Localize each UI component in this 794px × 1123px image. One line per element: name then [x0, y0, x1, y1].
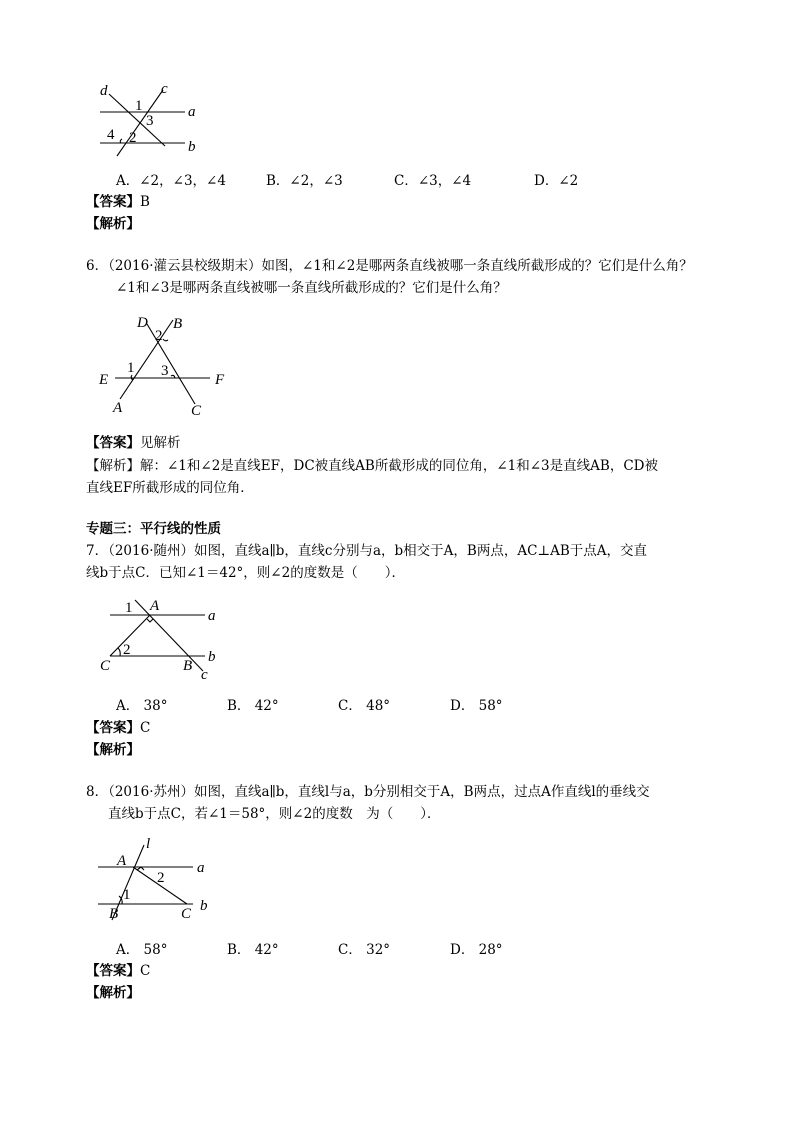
- q6-figure: [95, 312, 245, 422]
- q7-line-c: [135, 600, 203, 671]
- q5-label-c: c: [161, 81, 168, 97]
- q5-label-b: b: [188, 139, 196, 155]
- q7-option-d: D． 58°: [450, 698, 503, 714]
- q6-answer-label: 【答案】: [86, 435, 140, 451]
- q8-option-a: A． 58°: [116, 942, 168, 958]
- q7-angle-mark-2: [118, 648, 120, 656]
- q5-angle-mark: [120, 139, 122, 143]
- q8-option-c: C． 32°: [338, 942, 391, 958]
- q8-question-line2: 直线b于点C，若∠1＝58°，则∠2的度数 为（ ）．: [108, 806, 441, 822]
- q5-answer-label: 【答案】: [86, 194, 140, 210]
- q7-label-A: A: [150, 598, 160, 614]
- q5-label-4: 4: [107, 127, 115, 143]
- q6-label-F: F: [215, 372, 225, 388]
- q6-question-line1: 6．（2016·灌云县校级期末）如图，∠1和∠2是哪两条直线被哪一条直线所截形成的？它们是什么角？: [86, 258, 693, 274]
- q7-label-b: b: [208, 649, 216, 665]
- q6-analysis-line2: 直线EF所截形成的同位角．: [86, 480, 254, 496]
- q5-option-c: C．∠3，∠4: [394, 173, 472, 189]
- q8-label-b: b: [200, 898, 208, 914]
- q7-answer-label: 【答案】: [86, 720, 140, 736]
- q8-answer: [86, 962, 150, 980]
- q7-answer-value: C: [140, 720, 151, 736]
- q5-label-2: 2: [129, 130, 137, 146]
- q6-label-1: 1: [127, 360, 135, 376]
- q5-option-a: A．∠2，∠3，∠4: [116, 173, 226, 189]
- q6-analysis-line1: 【解析】解：∠1和∠2是直线EF，DC被直线AB所截形成的同位角，∠1和∠3是直线AB，CD被: [86, 458, 658, 474]
- q8-option-b: B． 42°: [227, 942, 279, 958]
- q8-answer-value: C: [140, 963, 151, 979]
- q8-label-1: 1: [123, 887, 131, 903]
- q5-label-d: d: [100, 83, 108, 99]
- q7-option-b: B． 42°: [227, 698, 279, 714]
- q6-angle-mark-2: [163, 339, 168, 341]
- q8-label-a: a: [197, 860, 205, 876]
- q7-option-c: C． 48°: [338, 698, 391, 714]
- q6-label-B: B: [173, 316, 183, 332]
- q5-analysis: 【解析】: [86, 216, 140, 232]
- q6-label-C: C: [191, 403, 202, 419]
- q7-answer: [86, 719, 150, 737]
- q5-option-b: B．∠2，∠3: [266, 173, 343, 189]
- q7-label-1: 1: [125, 600, 133, 616]
- q5-figure: [95, 80, 215, 160]
- q5-option-d: D．∠2: [534, 173, 579, 189]
- q6-question-line2: ∠1和∠3是哪两条直线被哪一条直线所截形成的？它们是什么角？: [116, 280, 507, 296]
- q7-label-2: 2: [123, 642, 131, 658]
- section3-title: 专题三：平行线的性质: [86, 521, 221, 537]
- q8-label-B: B: [109, 906, 119, 922]
- q6-label-E: E: [99, 372, 109, 388]
- q8-label-2: 2: [157, 870, 165, 886]
- q7-analysis: 【解析】: [86, 742, 140, 758]
- q5-label-3: 3: [146, 113, 154, 129]
- q7-question-line1: 7．（2016·随州）如图，直线a∥b，直线c分别与a，b相交于A，B两点，AC⊥AB于点A，交直: [86, 543, 648, 559]
- q8-answer-label: 【答案】: [86, 963, 140, 979]
- q6-label-2: 2: [155, 328, 163, 344]
- q5-answer: [86, 193, 150, 211]
- q5-label-a: a: [188, 104, 196, 120]
- q6-answer: [86, 434, 181, 452]
- q8-figure: [95, 835, 225, 925]
- q5-label-1: 1: [135, 98, 143, 114]
- q8-option-d: D． 28°: [450, 942, 503, 958]
- q8-label-C: C: [181, 906, 192, 922]
- q7-label-c: c: [201, 667, 208, 683]
- q8-analysis: 【解析】: [86, 985, 140, 1001]
- q7-label-C: C: [100, 658, 111, 674]
- q7-label-a: a: [208, 608, 216, 624]
- q5-answer-value: B: [140, 194, 150, 210]
- q8-question-line1: 8．（2016·苏州）如图，直线a∥b，直线l与a，b分别相交于A，B两点，过点A作直线l的垂线交: [86, 784, 650, 800]
- q7-question-line2: 线b于点C．已知∠1＝42°，则∠2的度数是（ ）．: [86, 565, 405, 581]
- q6-answer-value: 见解析: [140, 435, 181, 451]
- q8-label-l: l: [146, 836, 151, 852]
- q6-label-3: 3: [161, 363, 169, 379]
- q7-right-angle: [147, 619, 153, 622]
- q6-label-D: D: [137, 315, 148, 331]
- q7-option-a: A． 38°: [116, 698, 168, 714]
- q7-label-B: B: [183, 658, 193, 674]
- q7-figure: [95, 595, 235, 685]
- q8-label-A: A: [117, 853, 127, 869]
- q6-label-A: A: [113, 400, 123, 416]
